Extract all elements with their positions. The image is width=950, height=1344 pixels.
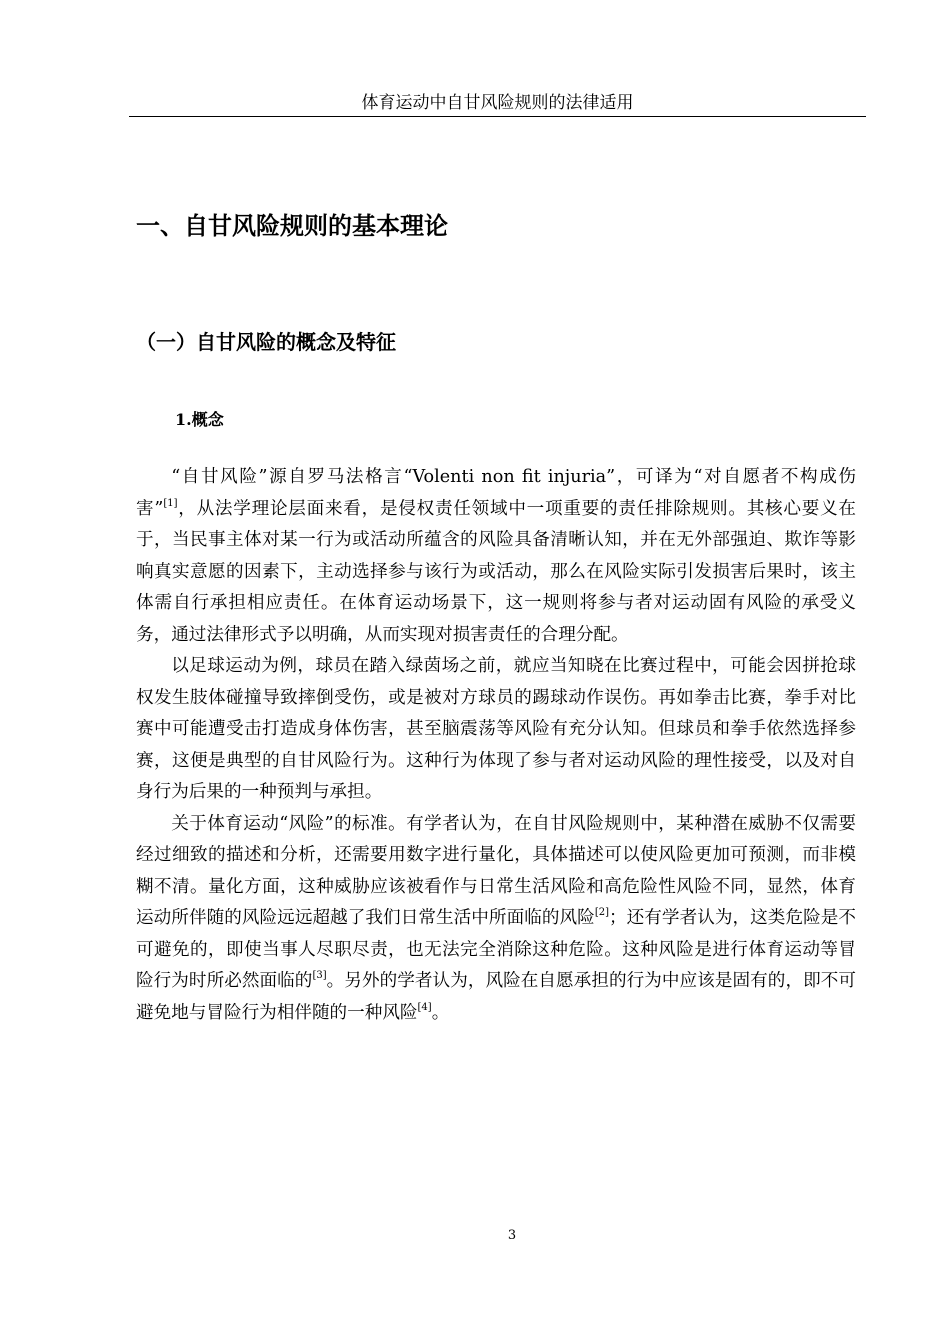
page-number: 3 (507, 1228, 517, 1243)
paragraph-text: 关于体育运动“风险”的标准。有学者认为，在自甘风险规则中，某种潜在威胁不仅需要经过细致的描述和分析，还需要用数字进行量化，具体描述可以使风险更加可预测，而非模糊不清。量化方面，这种威胁应该被看作与日常生活风险和高危险性风险不同，显然，体育运动所伴随的风险远远超越了我们日常生活中所面临的风险 (136, 813, 856, 928)
paragraph-text: “自甘风险”源自罗马法格言“Volenti non fit injuria”，可译为“对自愿者不构成伤害” (136, 467, 856, 519)
subsection-heading: （一）自甘风险的概念及特征 (136, 330, 396, 354)
paragraph-text: 。另外的学者认为，风险在自愿承担的行为中应该是固有的，即不可避免地与冒险行为相伴随的一种风险 (136, 971, 856, 1023)
paragraph-3 (136, 809, 856, 1030)
paragraph-1 (136, 462, 856, 651)
paragraph-text: 以足球运动为例，球员在踏入绿茵场之前，就应当知晓在比赛过程中，可能会因拼抢球权发生肢体碰撞导致摔倒受伤，或是被对方球员的踢球动作误伤。再如拳击比赛，拳手对比赛中可能遭受击打造成身体伤害，甚至脑震荡等风险有充分认知。但球员和拳手依然选择参赛，这便是典型的自甘风险行为。这种行为体现了参与者对运动风险的理性接受，以及对自身行为后果的一种预判与承担。 (136, 656, 856, 802)
citation-ref: [2] (594, 907, 609, 918)
paragraph-text: 。 (431, 1002, 450, 1023)
paragraph-text: ；还有学者认为，这类危险是不可避免的，即使当事人尽职尽责，也无法完全消除这种危险。这种风险是进行体育运动等冒险行为时所必然面临的 (136, 908, 856, 991)
citation-ref: [4] (417, 1001, 432, 1013)
running-header: 体育运动中自甘风险规则的法律适用 (361, 93, 634, 113)
citation-ref: [1] (163, 497, 178, 509)
citation-ref: [3] (312, 970, 327, 981)
header-divider (129, 116, 866, 117)
subsubsection-heading: 1.概念 (175, 410, 224, 429)
paragraph-text: ，从法学理论层面来看，是侵权责任领域中一项重要的责任排除规则。其核心要义在于，当民事主体对某一行为或活动所蕴含的风险具备清晰认知，并在无外部强迫、欺诈等影响真实意愿的因素下，主动选择参与该行为或活动，那么在风险实际引发损害后果时，该主体需自行承担相应责任。在体育运动场景下，这一规则将参与者对运动固有风险的承受义务，通过法律形式予以明确，从而实现对损害责任的合理分配。 (136, 498, 856, 645)
body-text (136, 462, 856, 1029)
section-heading: 一、自甘风险规则的基本理论 (136, 212, 448, 240)
paragraph-2 (136, 651, 856, 809)
